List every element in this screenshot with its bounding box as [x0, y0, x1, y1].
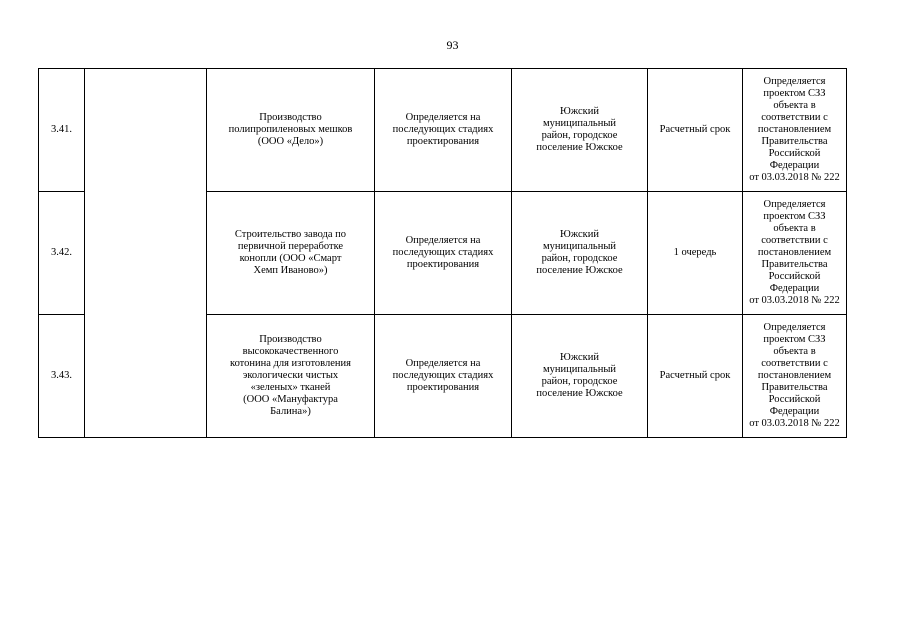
- location-cell: Южский муниципальный район, городское поселение Южское: [512, 192, 648, 315]
- szz-cell: Определяется проектом СЗЗ объекта в соответствии с постановлением Правительства Российской Федерации от 03.03.2018 № 222: [743, 315, 847, 438]
- object-name-cell: Производство высококачественного котонина для изготовления экологически чистых «зеленых» тканей (ООО «Мануфактура Балина»): [207, 315, 375, 438]
- location-cell: Южский муниципальный район, городское поселение Южское: [512, 69, 648, 192]
- object-name-cell: Строительство завода по первичной переработке конопли (ООО «Смарт Хемп Иваново»): [207, 192, 375, 315]
- object-name-cell: Производство полипропиленовых мешков (ООО «Дело»): [207, 69, 375, 192]
- term-cell: Расчетный срок: [648, 69, 743, 192]
- planning-table: [38, 68, 847, 438]
- term-cell: Расчетный срок: [648, 315, 743, 438]
- row-number: 3.42.: [39, 192, 85, 315]
- szz-cell: Определяется проектом СЗЗ объекта в соответствии с постановлением Правительства Российской Федерации от 03.03.2018 № 222: [743, 192, 847, 315]
- location-cell: Южский муниципальный район, городское поселение Южское: [512, 315, 648, 438]
- term-cell: 1 очередь: [648, 192, 743, 315]
- parameters-cell: Определяется на последующих стадиях проектирования: [375, 192, 512, 315]
- row-number: 3.41.: [39, 69, 85, 192]
- table-row: [39, 69, 847, 192]
- szz-cell: Определяется проектом СЗЗ объекта в соответствии с постановлением Правительства Российской Федерации от 03.03.2018 № 222: [743, 69, 847, 192]
- parameters-cell: Определяется на последующих стадиях проектирования: [375, 315, 512, 438]
- merged-empty-cell: [85, 69, 207, 438]
- row-number: 3.43.: [39, 315, 85, 438]
- parameters-cell: Определяется на последующих стадиях проектирования: [375, 69, 512, 192]
- page-number: 93: [446, 38, 459, 52]
